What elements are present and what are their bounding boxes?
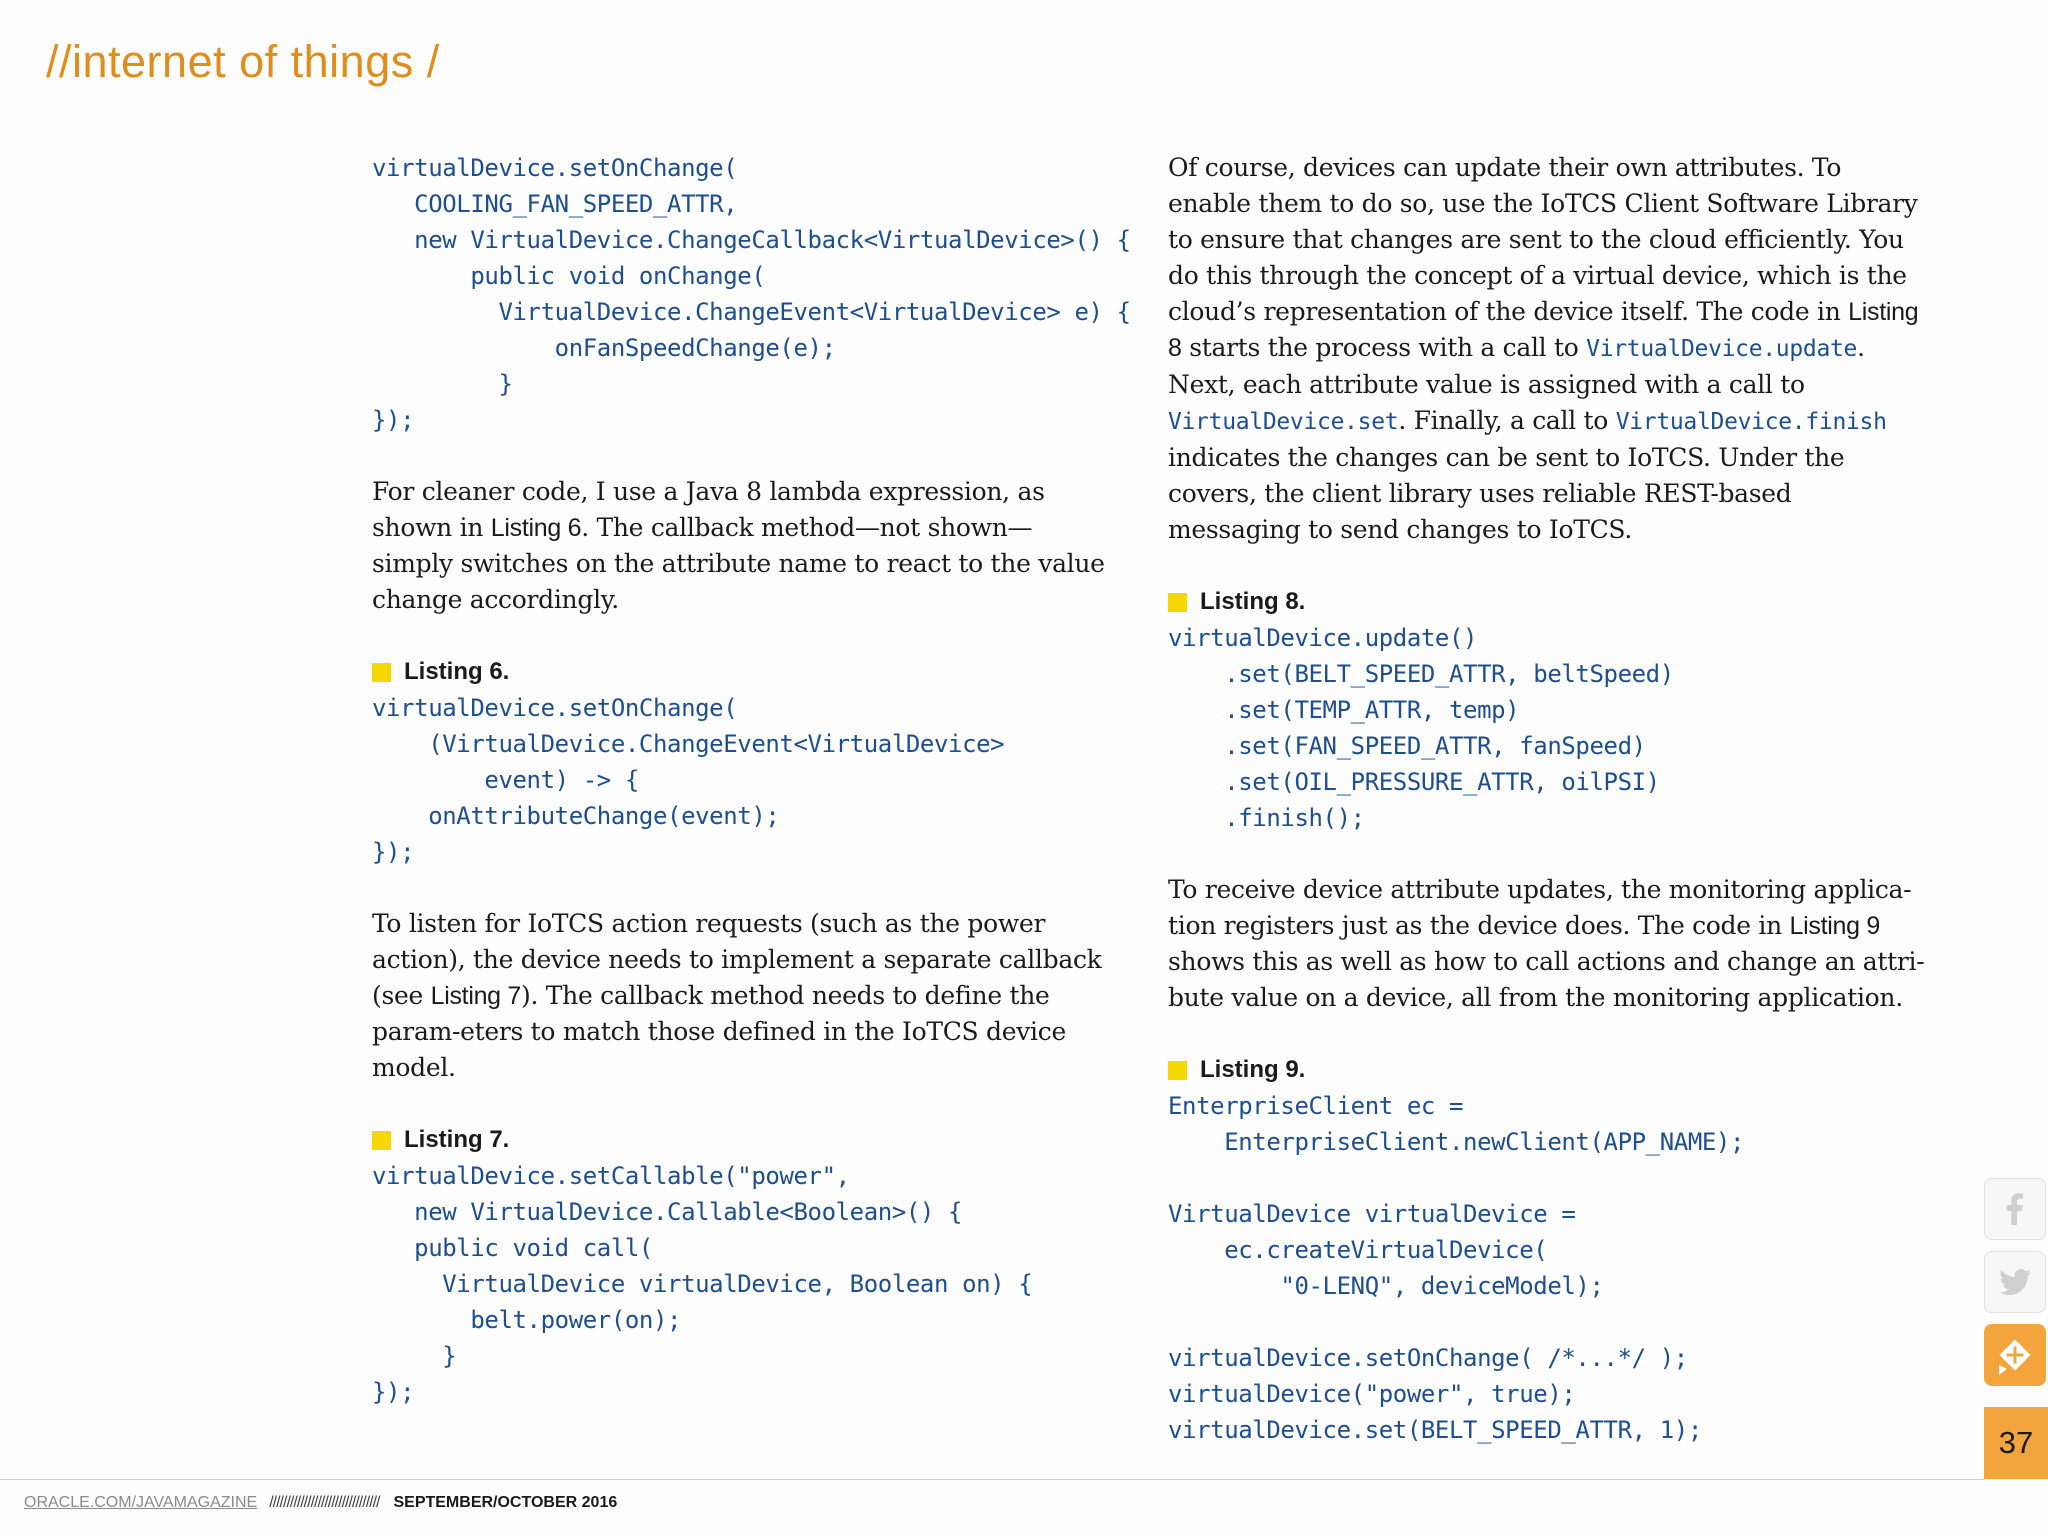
feedback-icon: [1995, 1335, 2035, 1375]
listing-reference: Listing 8: [1168, 298, 1919, 362]
paragraph-lambda: For cleaner code, I use a Java 8 lambda expression, as shown in Listing 6. The callback method—not shown—simply switches on the attribute name to react to the value change accordingly.: [372, 477, 1105, 614]
issue-date: SEPTEMBER/OCTOBER 2016: [393, 1494, 618, 1511]
listing-marker: [372, 663, 391, 682]
listing-reference: Listing 7: [430, 982, 522, 1010]
inline-code: VirtualDevice.set: [1168, 409, 1399, 435]
listing-reference: Listing 9: [1789, 912, 1880, 940]
page-number: 37: [1984, 1407, 2048, 1479]
facebook-share-button[interactable]: [1984, 1178, 2046, 1240]
paragraph-action-requests: To listen for IoTCS action requests (such as the power action), the device needs to implement a separate callback (see Listing 7). The callback method needs to define the param-eters to match those defined in the IoTCS device model.: [372, 909, 1102, 1082]
left-column: [372, 150, 1131, 1410]
code-snippet-onchange: virtualDevice.setOnChange( COOLING_FAN_SPEED_ATTR, new VirtualDevice.ChangeCallback<VirtualDevice>() { public void onChange( VirtualDevice.ChangeEvent<VirtualDevice> e) { onFanSpeedChange(e); } });: [372, 154, 1131, 434]
listing-marker: [1168, 1061, 1187, 1080]
site-link[interactable]: ORACLE.COM/JAVAMAGAZINE: [24, 1494, 258, 1511]
feedback-button[interactable]: [1984, 1324, 2046, 1386]
footer-slashes: ////////////////////////////////: [269, 1494, 380, 1511]
listing-marker: [1168, 593, 1187, 612]
twitter-icon: [1995, 1262, 2035, 1302]
listing-8-label: Listing 8.: [1168, 584, 1928, 620]
listing-6-label: Listing 6.: [372, 654, 1112, 690]
listing-9-code: EnterpriseClient ec = EnterpriseClient.newClient(APP_NAME); VirtualDevice virtualDevice = ec.createVirtualDevice( "0-LENQ", deviceModel); virtualDevice.setOnChange( /*...*/ ); virtualDevice("power", true); virtualDevice.set(BELT_SPEED_ATTR, 1);: [1168, 1092, 1745, 1444]
right-column: [1168, 150, 1928, 1448]
listing-9-label: Listing 9.: [1168, 1052, 1928, 1088]
facebook-icon: [1995, 1189, 2035, 1229]
listing-6-code: virtualDevice.setOnChange( (VirtualDevice.ChangeEvent<VirtualDevice> event) -> { onAttributeChange(event); });: [372, 694, 1005, 866]
footer: [24, 1494, 617, 1512]
inline-code: VirtualDevice.update: [1586, 336, 1858, 362]
listing-7-code: virtualDevice.setCallable("power", new VirtualDevice.Callable<Boolean>() { public void call( VirtualDevice virtualDevice, Boolean on) { belt.power(on); } });: [372, 1162, 1033, 1406]
footer-divider: [0, 1479, 1985, 1480]
listing-marker: [372, 1131, 391, 1150]
inline-code: VirtualDevice.finish: [1615, 409, 1887, 435]
paragraph-monitoring: To receive device attribute updates, the monitoring applica-tion registers just as the device does. The code in Listing 9 shows this as well as how to call actions and change an attri-bute value on a device, all from the monitoring application.: [1168, 875, 1925, 1012]
section-header: //internet of things /: [46, 36, 440, 87]
listing-reference: Listing 6: [490, 514, 582, 542]
listing-8-code: virtualDevice.update() .set(BELT_SPEED_ATTR, beltSpeed) .set(TEMP_ATTR, temp) .set(FAN_SPEED_ATTR, fanSpeed) .set(OIL_PRESSURE_ATTR, oilPSI) .finish();: [1168, 624, 1674, 832]
twitter-share-button[interactable]: [1984, 1251, 2046, 1313]
paragraph-virtual-device: Of course, devices can update their own attributes. To enable them to do so, use the IoTCS Client Software Library to ensure that changes are sent to the cloud efficiently. You do this through the concept of a virtual device, which is the cloud’s representation of the device itself. The code in Listing 8 starts the process with a call to VirtualDevice.update. Next, each attribute value is assigned with a call to VirtualDevice.set. Finally, a call to VirtualDevice.finish indicates the changes can be sent to IoTCS. Under the covers, the client library uses reliable REST-based messaging to send changes to IoTCS.: [1168, 153, 1919, 544]
listing-7-label: Listing 7.: [372, 1122, 1112, 1158]
